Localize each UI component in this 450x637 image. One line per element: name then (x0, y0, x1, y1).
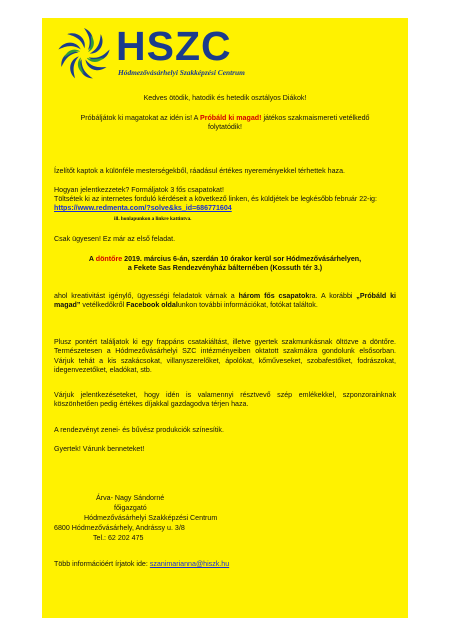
luck-text: Csak ügyesen! Ez már az első feladat. (54, 235, 176, 243)
costume-paragraph: Plusz pontért találjatok ki egy frappáns csatakiáltást, illetve gyertek szakmunkásnak öltözve a döntőre. Természetesen a Hódmezővásárhelyi SZC intézményeiben oktatott szakmákra gondolunk elsősorban. Várjuk tehát a kis szakácsokat, villanyszerelőket, ápolókat, kőműveseket, szobafestőket, fodrászokat, idegenvezetőket, eladókat, stb. (54, 338, 396, 374)
signature-address: 6800 Hódmezővásárhely, Andrássy u. 3/8 (54, 524, 185, 532)
contact-line: Több információért írjatok ide: szanimarianna@hiszk.hu (54, 560, 230, 568)
challenge-title: Próbáld ki magad! (199, 114, 262, 122)
homepage-note: ill. honlapunkon a linkre kattintva. (114, 216, 192, 222)
quiz-link[interactable]: https://www.redmenta.com/?solve&ks_id=686771604 (54, 204, 232, 213)
signature-role: főigazgató (114, 504, 147, 512)
invitation-text: Gyertek! Várunk benneteket! (54, 445, 145, 453)
challenge-text: Próbáljátok ki magatokat az idén is! A Próbáld ki magad! játékos szakmaismereti vetélkedő folytatódik! (80, 114, 370, 132)
greeting: Kedves ötödik, hatodik és hetedik osztályos Diákok! (143, 94, 307, 102)
flyer-page (42, 18, 408, 618)
prizes-text: Ízelítőt kaptok a különféle mesterségekből, ráadásul értékes nyereményekkel térhettek haza. (54, 167, 346, 175)
logo-title: HSZC (116, 23, 232, 69)
final-event-text: A döntőre 2019. március 6-án, szerdán 10 órakor kerül sor Hódmezővásárhelyen, a Fekete Sas Rendezvényház bálternében (Kossuth tér 3.) (88, 255, 362, 273)
hszc-logo (56, 24, 276, 86)
tasks-paragraph: ahol kreativitást igénylő, ügyességi feladatok várnak a három fős csapatokra. A korábbi „Próbáld ki magad” vetélkedőkről Facebook oldalunkon további információkat, fotókat találtok. (54, 292, 396, 310)
program-text: A rendezvényt zenei- és bűvész produkciók színesítik. (54, 426, 224, 434)
contact-email-link[interactable]: szanimarianna@hiszk.hu (149, 560, 230, 568)
logo-subtitle: Hódmezővásárhelyi Szakképzési Centrum (118, 68, 245, 77)
how-to-apply: Hogyan jelentkezzetek? Formáljatok 3 fős csapatokat! (54, 186, 224, 194)
sponsors-paragraph: Várjuk jelentkezéseteket, hogy idén is valamennyi résztvevő szép emlékekkel, szponzorainknak köszönhetően pedig értékes díjakkal gazdagodva térjen haza. (54, 391, 396, 409)
final-keyword: döntőre (95, 255, 123, 263)
signature-phone: Tel.: 62 202 475 (93, 534, 144, 542)
sun-swirl-logo-icon (56, 26, 112, 82)
instructions-text: Töltsétek ki az internetes forduló kérdéseit a következő linken, és küldjétek be legkésőbb február 22-ig: https://www.redmenta.com/?solve&ks_id=686771604 (54, 195, 377, 213)
signature-org: Hódmezővásárhelyi Szakképzési Centrum (84, 514, 218, 522)
signature-name: Árva- Nagy Sándorné (96, 494, 165, 502)
